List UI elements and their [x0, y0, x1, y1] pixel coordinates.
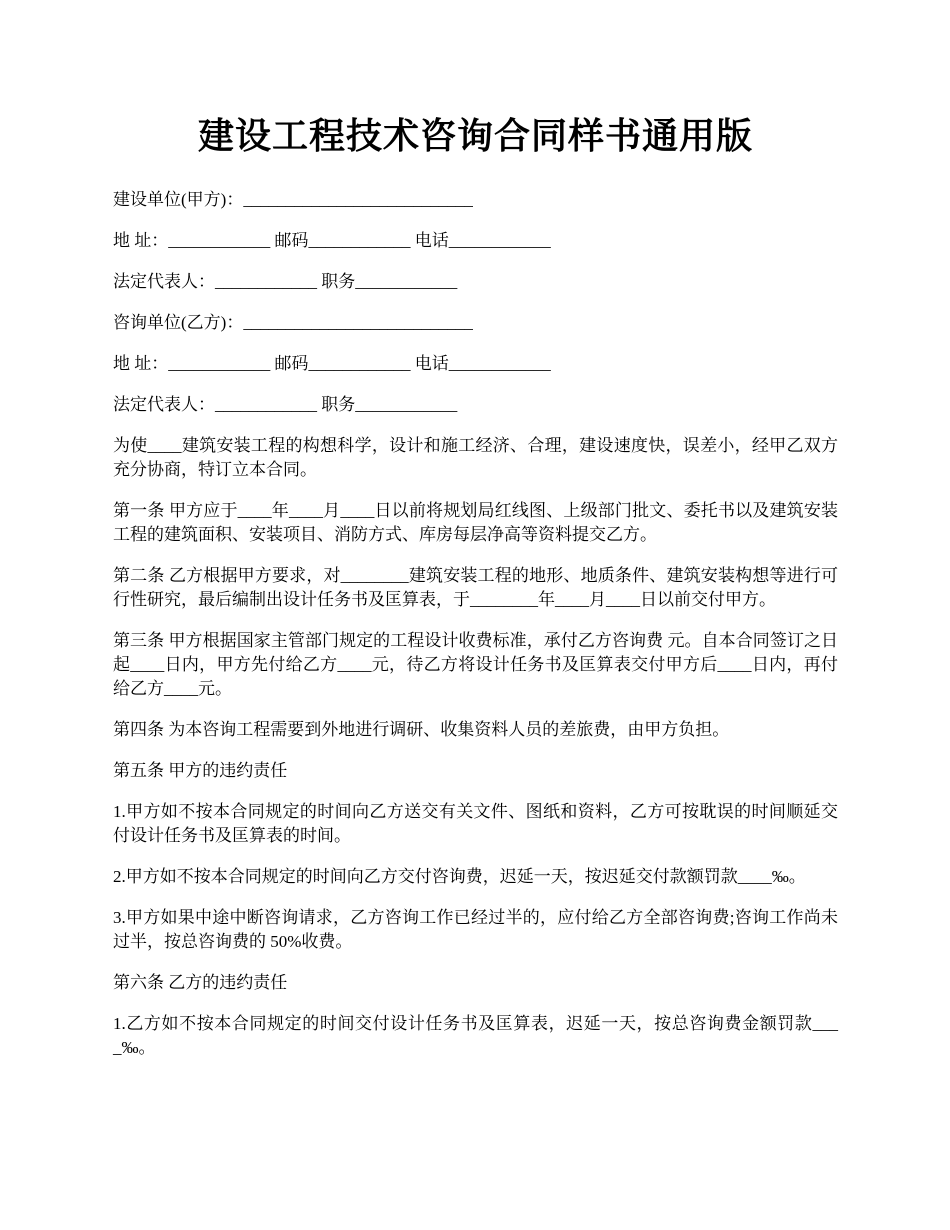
article-6-item-1: 1.乙方如不按本合同规定的时间交付设计任务书及匡算表，迟延一天，按总咨询费金额罚款____‰。 — [113, 1014, 838, 1057]
preamble-paragraph: 为使____建筑安装工程的构想科学，设计和施工经济、合理，建设速度快，误差小，经甲乙双方充分协商，特订立本合同。 — [113, 436, 838, 479]
party-a-representative-line: 法定代表人：____________ 职务____________ — [113, 272, 458, 291]
party-a-address-line: 地 址：____________ 邮码____________ 电话____________ — [113, 231, 551, 250]
article-3-paragraph: 第三条 甲方根据国家主管部门规定的工程设计收费标准，承付乙方咨询费 元。自本合同签订之日起____日内，甲方先付给乙方____元，待乙方将设计任务书及匡算表交付甲方后____日内，再付给乙方____元。 — [113, 631, 838, 698]
article-4-paragraph: 第四条 为本咨询工程需要到外地进行调研、收集资料人员的差旅费，由甲方负担。 — [113, 720, 730, 739]
article-5-item-3: 3.甲方如果中途中断咨询请求，乙方咨询工作已经过半的，应付给乙方全部咨询费;咨询工作尚未过半，按总咨询费的 50%收费。 — [113, 908, 838, 951]
party-a-name-line: 建设单位(甲方)：___________________________ — [113, 190, 473, 209]
article-5-heading: 第五条 甲方的违约责任 — [113, 761, 288, 780]
article-6-heading: 第六条 乙方的违约责任 — [113, 973, 288, 992]
article-5-item-1: 1.甲方如不按本合同规定的时间向乙方送交有关文件、图纸和资料，乙方可按耽误的时间顺延交付设计任务书及匡算表的时间。 — [113, 802, 838, 845]
article-5-item-2: 2.甲方如不按本合同规定的时间向乙方交付咨询费，迟延一天，按迟延交付款额罚款____‰。 — [113, 867, 806, 886]
party-b-representative-line: 法定代表人：____________ 职务____________ — [113, 395, 458, 414]
article-1-paragraph: 第一条 甲方应于____年____月____日以前将规划局红线图、上级部门批文、委托书以及建筑安装工程的建筑面积、安装项目、消防方式、库房每层净高等资料提交乙方。 — [113, 501, 838, 544]
document-title: 建设工程技术咨询合同样书通用版 — [197, 116, 753, 156]
party-b-address-line: 地 址：____________ 邮码____________ 电话____________ — [113, 354, 551, 373]
party-b-name-line: 咨询单位(乙方)：___________________________ — [113, 313, 473, 332]
article-2-paragraph: 第二条 乙方根据甲方要求，对________建筑安装工程的地形、地质条件、建筑安装构想等进行可行性研究，最后编制出设计任务书及匡算表，于________年____月____日以前交付甲方。 — [113, 566, 838, 609]
